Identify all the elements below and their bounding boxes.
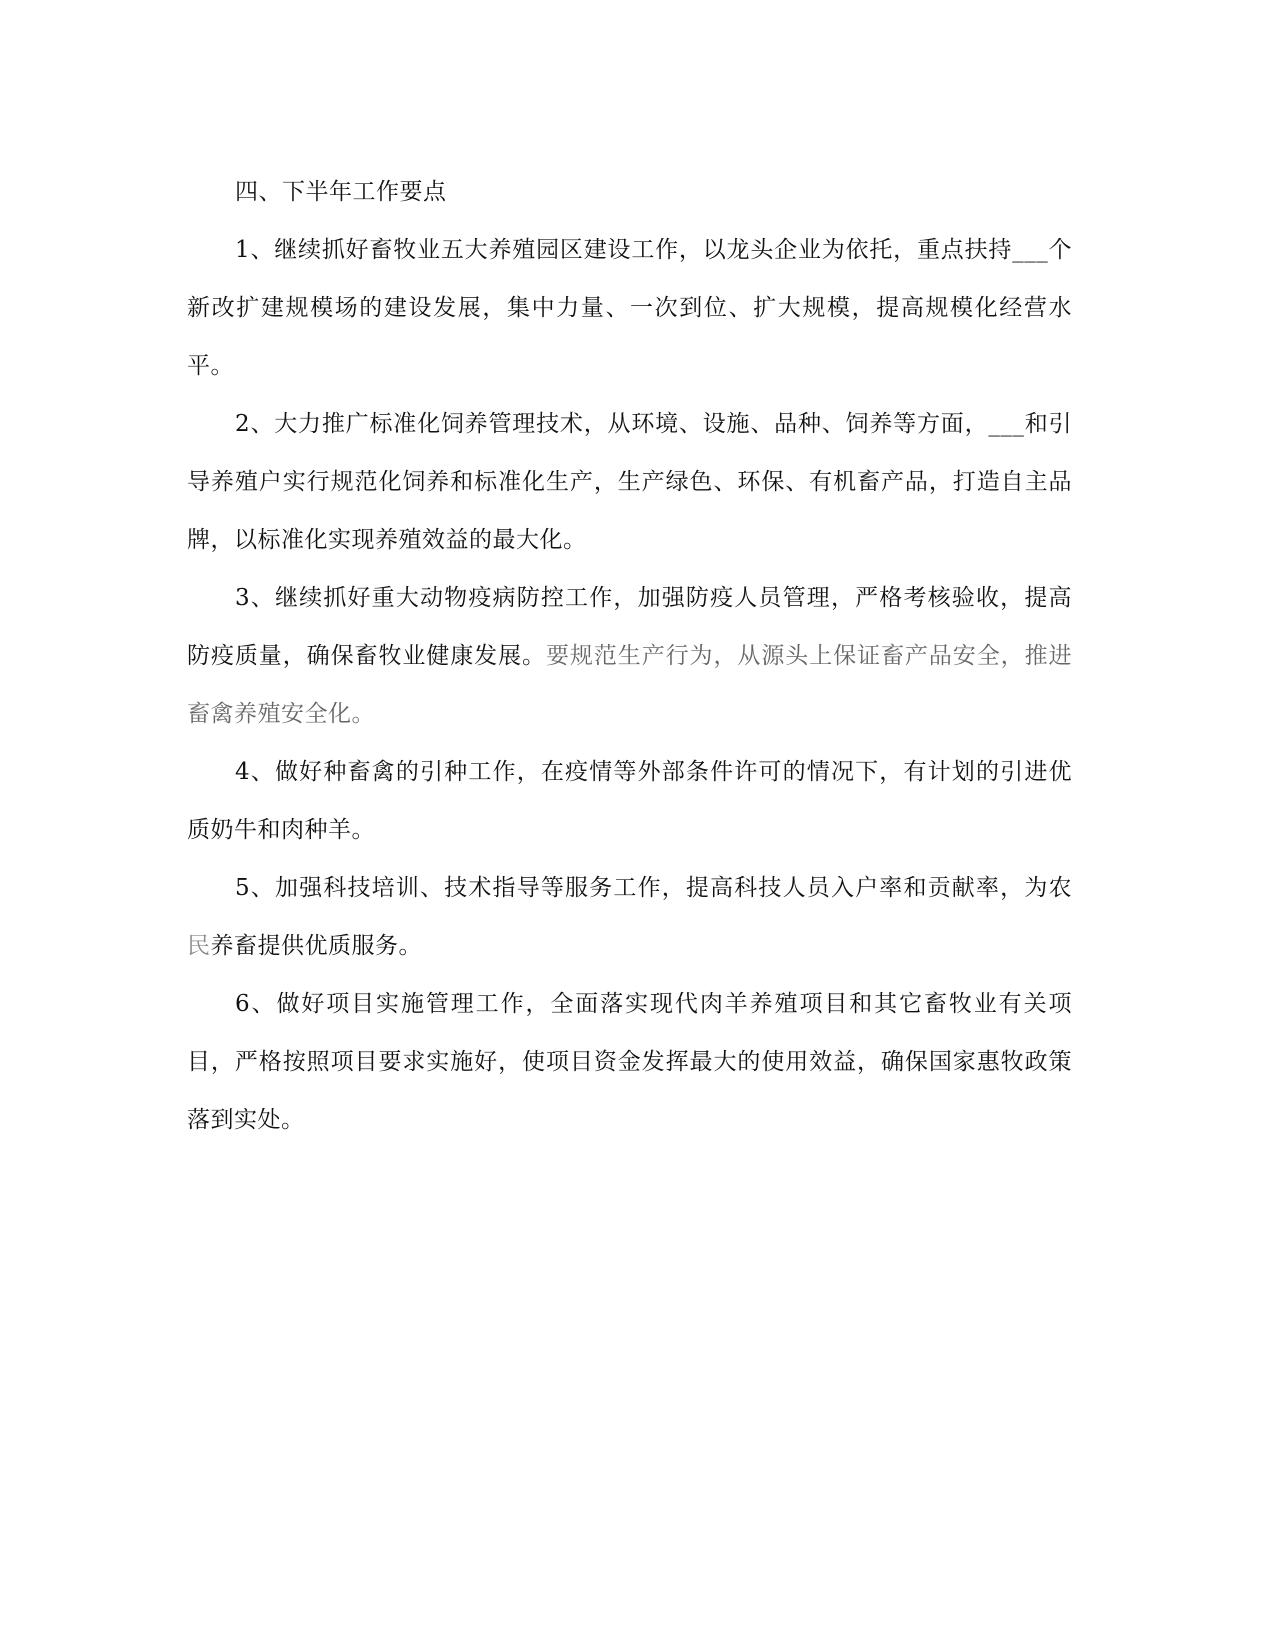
list-item-1: 1、继续抓好畜牧业五大养殖园区建设工作，以龙头企业为依托，重点扶持___个新改扩建规模场的建设发展，集中力量、一次到位、扩大规模，提高规模化经营水平。 bbox=[187, 237, 1072, 379]
list-item-2: 2、大力推广标准化饲养管理技术，从环境、设施、品种、饲养等方面，___和引导养殖户实行规范化饲养和标准化生产，生产绿色、环保、有机畜产品，打造自主品牌，以标准化实现养殖效益的最大化。 bbox=[187, 411, 1072, 553]
list-item-6: 6、做好项目实施管理工作，全面落实现代肉羊养殖项目和其它畜牧业有关项目，严格按照项目要求实施好，使项目资金发挥最大的使用效益，确保国家惠牧政策落到实处。 bbox=[187, 991, 1072, 1133]
list-item-5-text-after: 养畜提供优质服务。 bbox=[210, 933, 422, 959]
list-item-3 bbox=[187, 569, 1072, 743]
list-item-5 bbox=[187, 859, 1072, 975]
list-item-5-text-before: 5、加强科技培训、技术指导等服务工作，提高科技人员入户率和贡献率，为农 bbox=[235, 875, 1072, 901]
list-item-4: 4、做好种畜禽的引种工作，在疫情等外部条件许可的情况下，有计划的引进优质奶牛和肉种羊。 bbox=[187, 759, 1072, 843]
document-body bbox=[187, 163, 1072, 1149]
list-item-3-main-text: 3、继续抓好重大动物疫病防控工作，加强防疫人员管理，严格考核验收，提高防疫质量，确保畜牧业健康发展。 bbox=[187, 585, 1072, 669]
list-item-5-faint-char: 民 bbox=[187, 933, 211, 959]
section-title: 四、下半年工作要点 bbox=[235, 179, 447, 205]
list-item-3-continuation-text: 要规范生产行为，从源头上保证畜产品安全，推进畜禽养殖安全化。 bbox=[187, 643, 1073, 727]
